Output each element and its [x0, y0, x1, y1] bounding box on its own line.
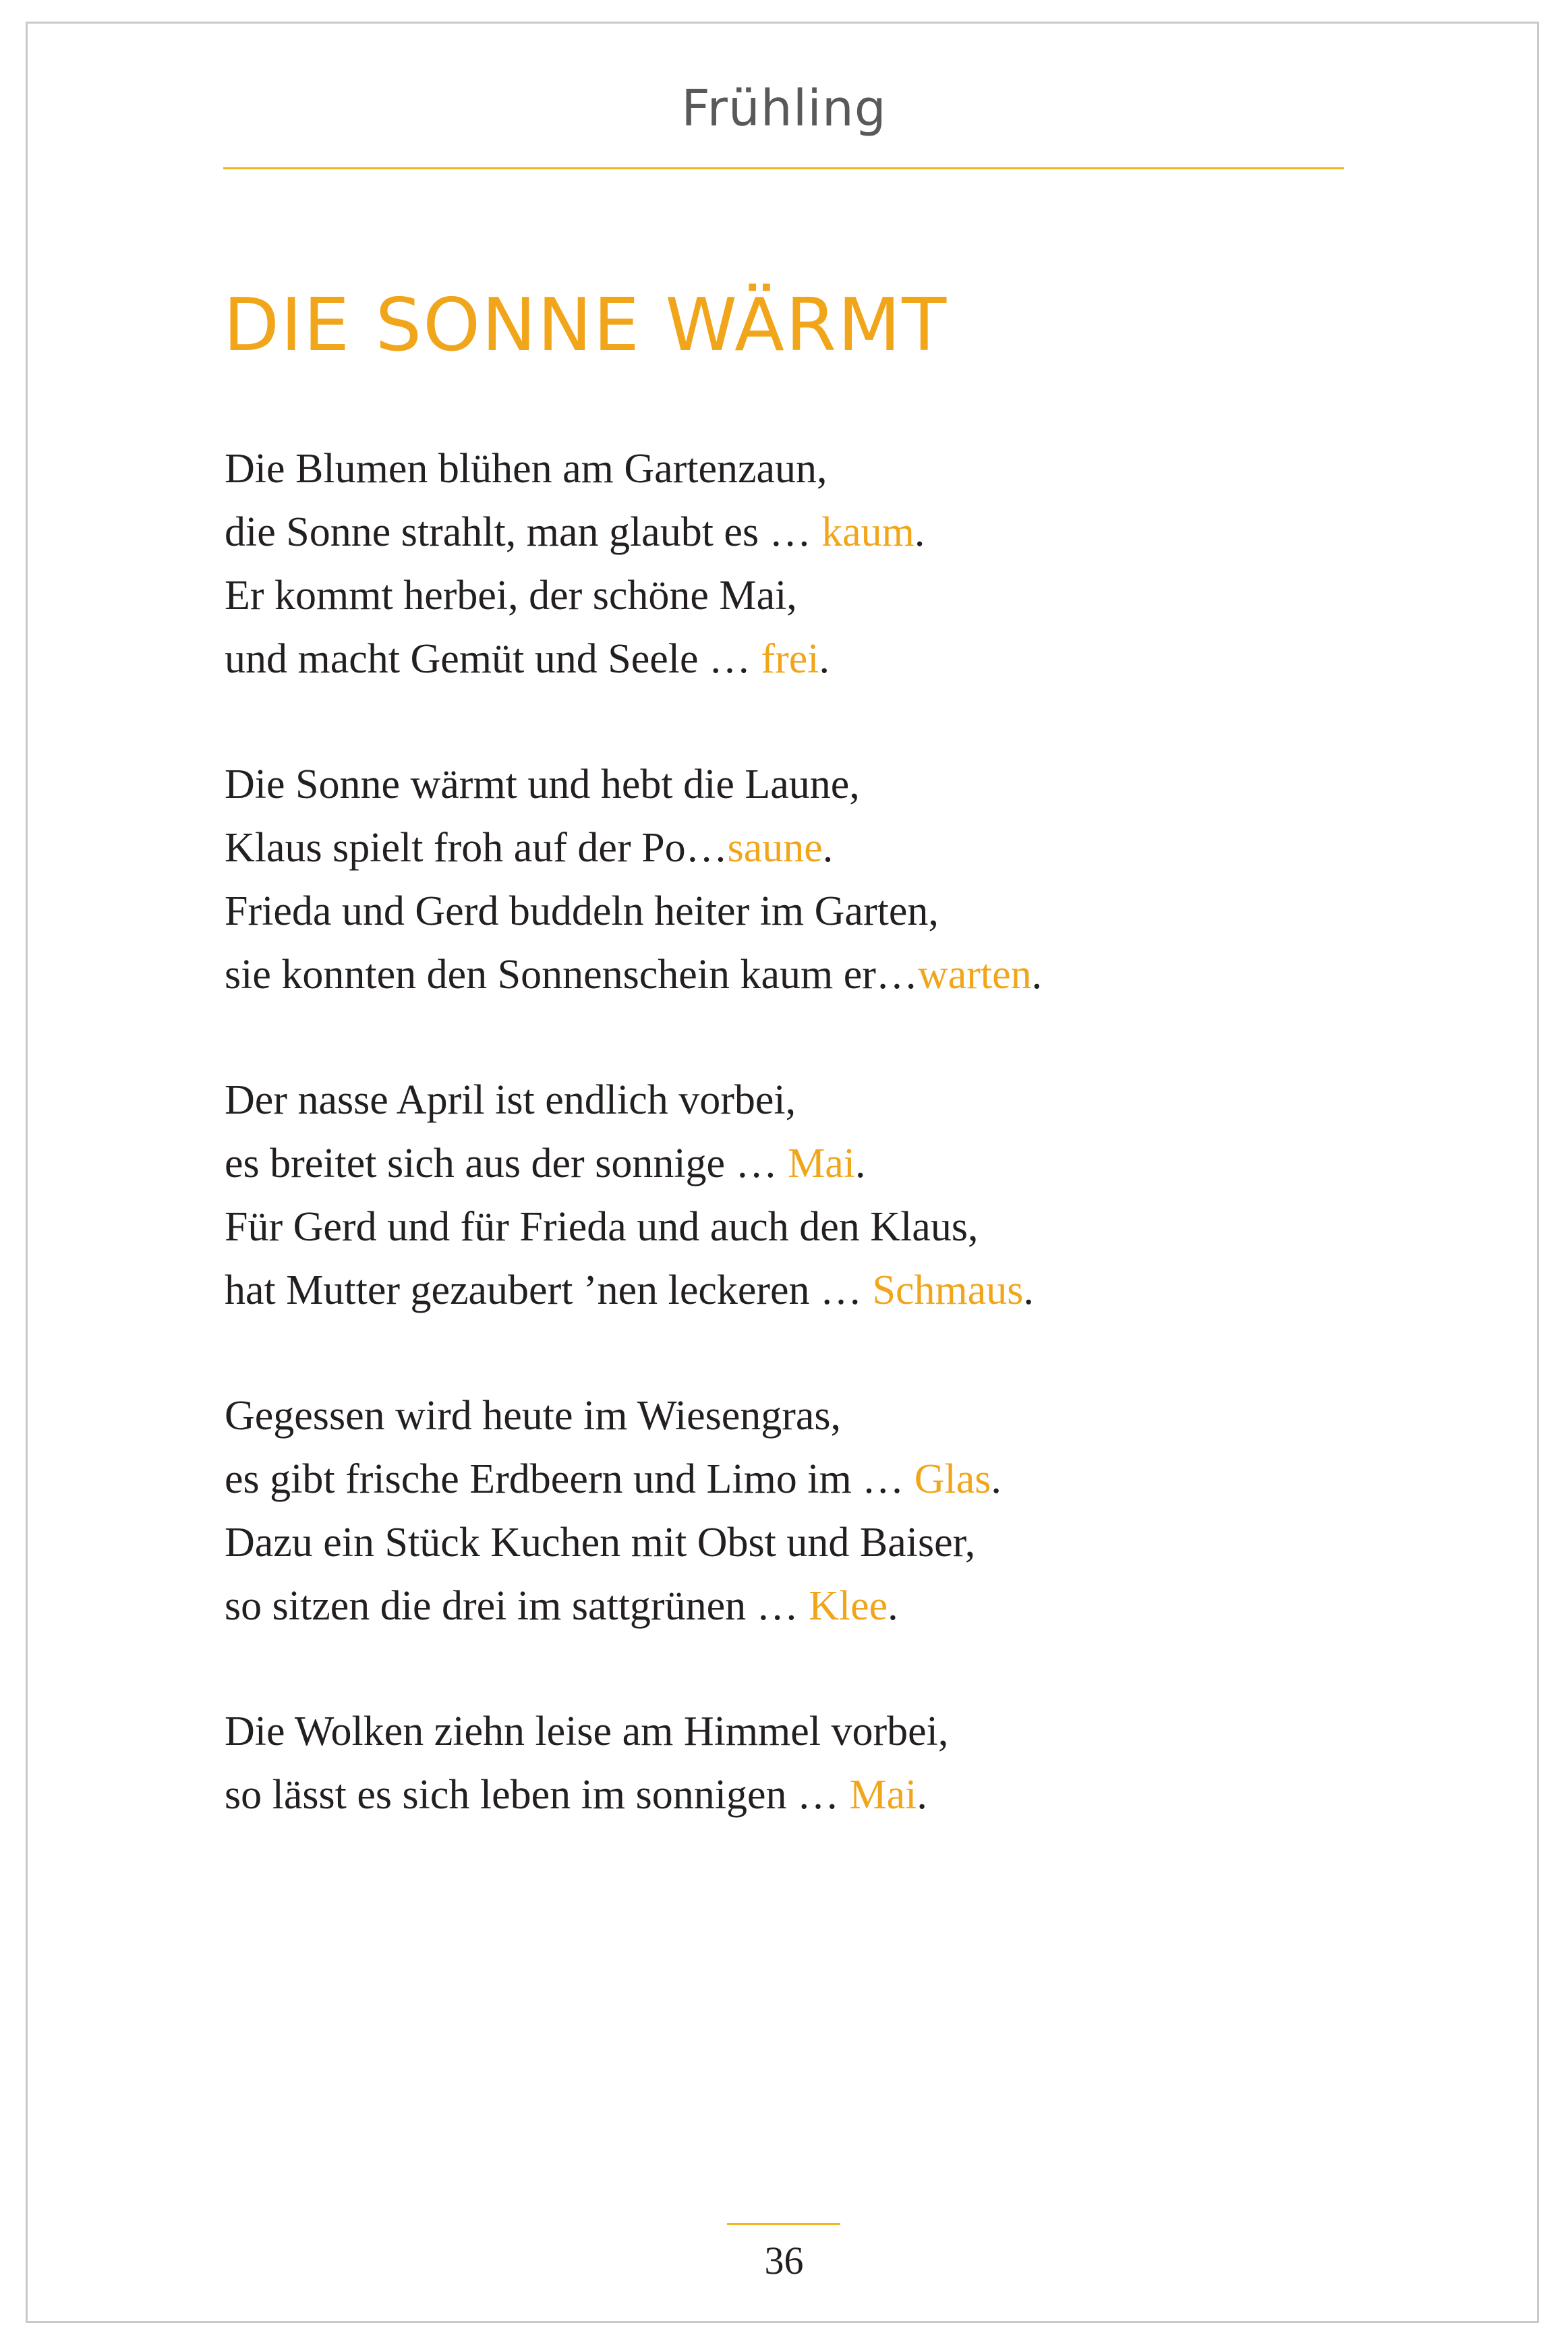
poem-line	[225, 1195, 1371, 1259]
poem-line	[225, 816, 1371, 880]
stanza	[225, 1700, 1371, 1827]
line-end-punctuation: .	[888, 1583, 898, 1629]
line-text: Dazu ein Stück Kuchen mit Obst und Baiser,	[225, 1520, 976, 1566]
poem-line	[225, 437, 1371, 500]
line-end-punctuation: .	[1031, 952, 1043, 998]
line-text: und macht Gemüt und Seele …	[225, 636, 761, 682]
line-text: Die Wolken ziehn leise am Himmel vorbei,	[225, 1709, 949, 1754]
line-end-punctuation: .	[1023, 1267, 1034, 1313]
rhyme-word: Glas	[914, 1456, 991, 1502]
poem-title: DIE SONNE WÄRMT	[223, 283, 948, 368]
rhyme-word: Schmaus	[872, 1267, 1024, 1313]
footer-rule	[727, 2223, 840, 2225]
poem-body	[225, 437, 1371, 1889]
rhyme-word: Mai	[788, 1141, 855, 1186]
poem-line	[225, 1384, 1371, 1447]
line-text: Die Blumen blühen am Gartenzaun,	[225, 446, 827, 492]
line-text: hat Mutter gezaubert ’nen leckeren …	[225, 1267, 873, 1313]
line-text: es gibt frische Erdbeern und Limo im …	[225, 1456, 914, 1502]
rhyme-word: warten	[917, 952, 1032, 998]
line-text: so sitzen die drei im sattgrünen …	[225, 1583, 809, 1629]
line-text: so lässt es sich leben im sonnigen …	[225, 1772, 850, 1818]
poem-line	[225, 1511, 1371, 1574]
poem-line	[225, 1259, 1371, 1322]
rhyme-word: kaum	[821, 509, 914, 555]
poem-line	[225, 564, 1371, 627]
rhyme-word: Klee	[809, 1583, 888, 1629]
rhyme-word: frei	[761, 636, 819, 682]
poem-line	[225, 1447, 1371, 1511]
stanza	[225, 1384, 1371, 1638]
poem-line	[225, 1763, 1371, 1827]
line-text: Er kommt herbei, der schöne Mai,	[225, 573, 797, 619]
line-end-punctuation: .	[854, 1141, 866, 1186]
line-end-punctuation: .	[914, 509, 925, 555]
rhyme-word: saune	[727, 825, 823, 871]
stanza	[225, 753, 1371, 1006]
poem-line	[225, 1700, 1371, 1763]
header-rule	[223, 167, 1344, 169]
line-end-punctuation: .	[822, 825, 834, 871]
stanza	[225, 1068, 1371, 1322]
line-text: Frieda und Gerd buddeln heiter im Garten,	[225, 888, 939, 934]
stanza	[225, 437, 1371, 691]
line-text: Der nasse April ist endlich vorbei,	[225, 1077, 796, 1123]
rhyme-word: Mai	[849, 1772, 917, 1818]
line-text: Gegessen wird heute im Wiesengras,	[225, 1393, 842, 1439]
poem-line	[225, 1068, 1371, 1132]
line-text: Die Sonne wärmt und hebt die Laune,	[225, 762, 860, 807]
poem-line	[225, 627, 1371, 691]
line-end-punctuation: .	[819, 636, 830, 682]
poem-line	[225, 500, 1371, 564]
poem-line	[225, 753, 1371, 816]
line-text: sie konnten den Sonnenschein kaum er…	[225, 952, 918, 998]
line-text: die Sonne strahlt, man glaubt es …	[225, 509, 822, 555]
line-text: es breitet sich aus der sonnige …	[225, 1141, 788, 1186]
poem-line	[225, 943, 1371, 1006]
page-number: 36	[764, 2239, 804, 2283]
line-end-punctuation: .	[991, 1456, 1001, 1502]
poem-line	[225, 1574, 1371, 1638]
poem-line	[225, 1132, 1371, 1195]
line-text: Für Gerd und für Frieda und auch den Klaus,	[225, 1204, 979, 1250]
running-head: Frühling	[681, 80, 887, 138]
line-end-punctuation: .	[917, 1772, 927, 1818]
line-text: Klaus spielt froh auf der Po…	[225, 825, 728, 871]
poem-line	[225, 880, 1371, 943]
